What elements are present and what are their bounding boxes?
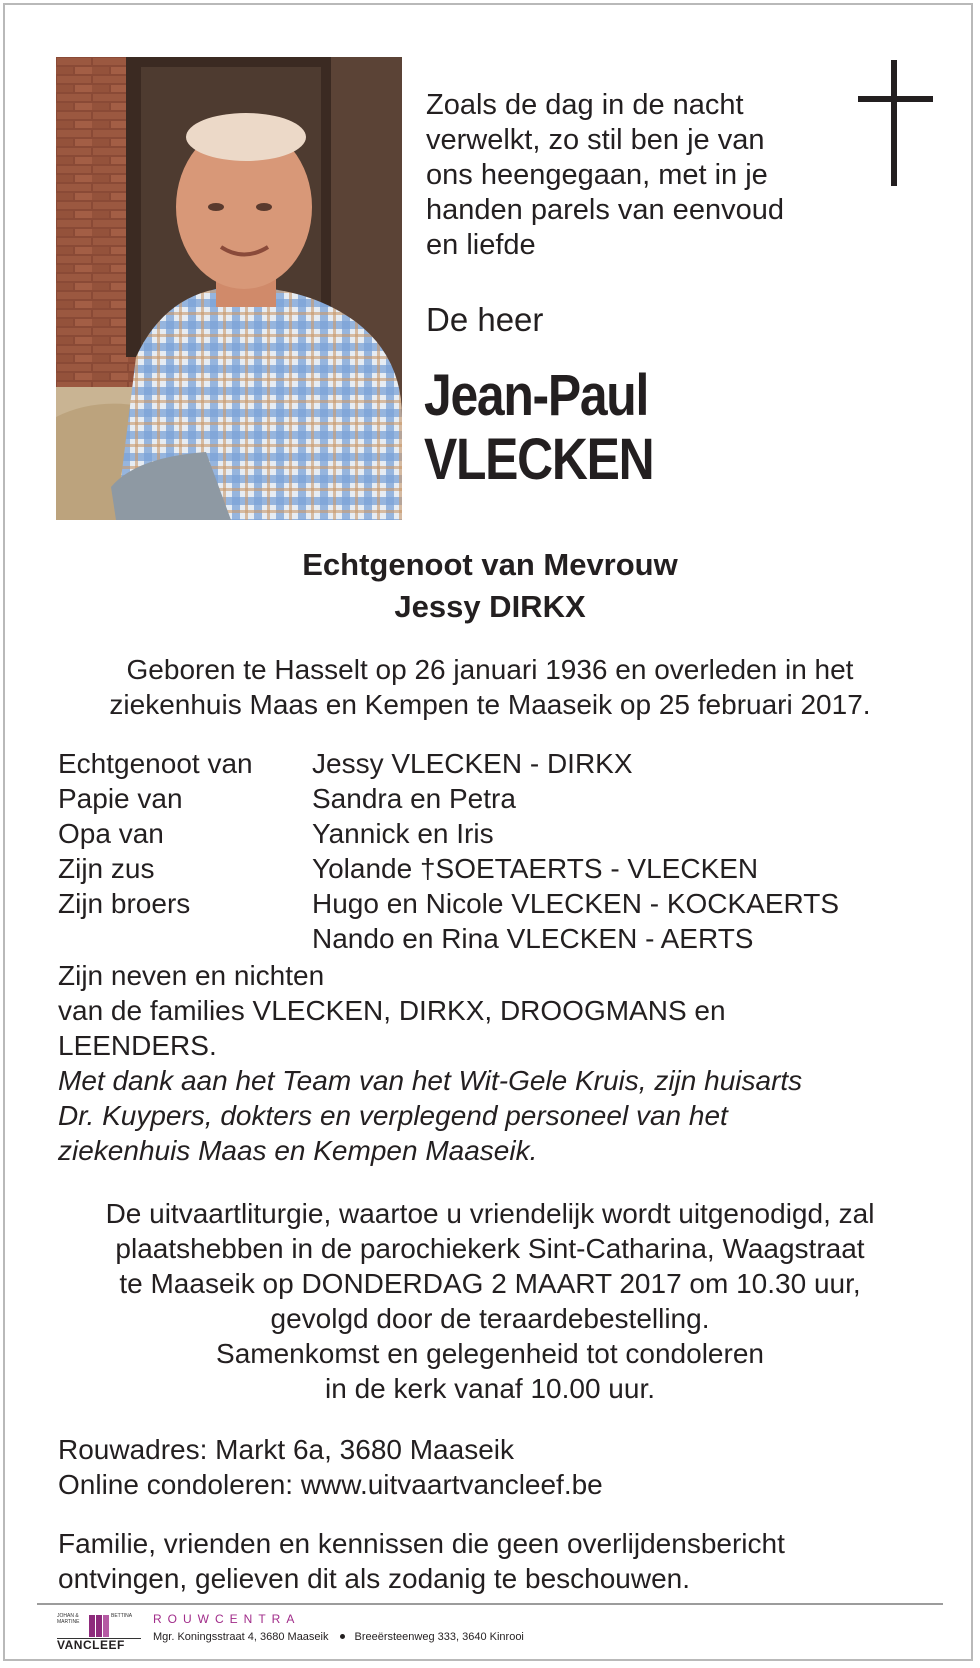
cousins-line: van de families VLECKEN, DIRKX, DROOGMANS en xyxy=(58,995,726,1026)
thanks-paragraph xyxy=(58,1063,958,1168)
relation-row xyxy=(58,816,839,851)
vancleef-logo xyxy=(57,1611,141,1652)
liturgy-line: in de kerk vanaf 10.00 uur. xyxy=(325,1373,655,1404)
relation-row xyxy=(58,851,839,886)
thanks-line: Met dank aan het Team van het Wit-Gele Kruis, zijn huisarts xyxy=(58,1065,803,1096)
family-notice xyxy=(58,1526,785,1596)
liturgy-line: Samenkomst en gelegenheid tot condoleren xyxy=(216,1338,764,1369)
online-condolence: Online condoleren: www.uitvaartvancleef.be xyxy=(58,1469,603,1500)
liturgy-line: te Maaseik op DONDERDAG 2 MAART 2017 om 10.30 uur, xyxy=(119,1268,861,1299)
footer-divider xyxy=(37,1603,943,1605)
spouse-heading xyxy=(0,544,980,628)
relation-row xyxy=(58,921,839,956)
spouse-line: Echtgenoot van Mevrouw xyxy=(302,547,678,582)
logo-bar xyxy=(96,1615,102,1637)
death-line: ziekenhuis Maas en Kempen te Maaseik op 25 februari 2017. xyxy=(109,689,871,720)
poem-line: verwelkt, zo stil ben je van xyxy=(426,124,765,156)
thanks-line: ziekenhuis Maas en Kempen Maaseik. xyxy=(58,1135,538,1166)
relation-label: Papie van xyxy=(58,783,183,814)
thanks-line: Dr. Kuypers, dokters en verplegend personeel van het xyxy=(58,1100,728,1131)
liturgy-line: De uitvaartliturgie, waartoe u vriendelijk wordt uitgenodigd, zal xyxy=(105,1198,875,1229)
logo-names-right: BETTINA xyxy=(111,1613,133,1619)
last-name: VLECKEN xyxy=(424,427,654,492)
liturgy-line: plaatshebben in de parochiekerk Sint-Catharina, Waagstraat xyxy=(115,1233,865,1264)
poem-line: Zoals de dag in de nacht xyxy=(426,89,744,121)
relation-row xyxy=(58,746,839,781)
relation-row xyxy=(58,886,839,921)
salutation: De heer xyxy=(426,301,544,338)
logo-bar xyxy=(89,1615,95,1637)
logo-names-left: JOHAN & MARTINE xyxy=(57,1613,80,1625)
cousins-line: Zijn neven en nichten xyxy=(58,960,325,991)
cross-icon xyxy=(858,60,933,186)
relation-value: Sandra en Petra xyxy=(312,783,516,814)
spouse-name: Jessy DIRKX xyxy=(394,589,586,624)
relation-label: Zijn broers xyxy=(58,888,191,919)
relation-value: Yolande †SOETAERTS - VLECKEN xyxy=(312,853,759,884)
brand-rouwcentra: ROUWCENTRA xyxy=(153,1612,301,1626)
relations-list xyxy=(58,746,839,956)
relation-value: Jessy VLECKEN - DIRKX xyxy=(312,748,633,779)
relation-value: Yannick en Iris xyxy=(312,818,494,849)
family-notice-line: Familie, vrienden en kennissen die geen overlijdensbericht xyxy=(58,1528,785,1559)
bullet-icon xyxy=(340,1634,345,1639)
poem-line: ons heengegaan, met in je xyxy=(426,159,768,191)
footer-locations xyxy=(153,1631,524,1643)
birth-death-info xyxy=(0,652,980,722)
logo-wordmark: VANCLEEF xyxy=(57,1638,141,1652)
poem-line: handen parels van eenvoud xyxy=(426,194,784,226)
location-maaseik: Mgr. Koningsstraat 4, 3680 Maaseik xyxy=(153,1631,329,1643)
cousins-line: LEENDERS. xyxy=(58,1030,217,1061)
poem-line: en liefde xyxy=(426,229,536,261)
first-name: Jean-Paul xyxy=(424,363,649,428)
relation-label xyxy=(58,921,312,956)
relation-label: Opa van xyxy=(58,818,164,849)
funeral-liturgy-info xyxy=(0,1196,980,1406)
cousins-paragraph xyxy=(58,958,938,1063)
birth-line: Geboren te Hasselt op 26 januari 1936 en overleden in het xyxy=(126,654,854,685)
relation-value: Nando en Rina VLECKEN - AERTS xyxy=(312,923,754,954)
memorial-poem xyxy=(426,88,826,263)
relation-label: Echtgenoot van xyxy=(58,748,253,779)
logo-bar xyxy=(103,1615,109,1637)
family-notice-line: ontvingen, gelieven dit als zodanig te beschouwen. xyxy=(58,1563,690,1594)
mourning-address: Rouwadres: Markt 6a, 3680 Maaseik xyxy=(58,1434,514,1465)
deceased-name xyxy=(424,364,653,492)
relation-label: Zijn zus xyxy=(58,853,155,884)
liturgy-line: gevolgd door de teraardebestelling. xyxy=(270,1303,710,1334)
location-kinrooi: Breeërsteenweg 333, 3640 Kinrooi xyxy=(354,1631,524,1643)
relation-value: Hugo en Nicole VLECKEN - KOCKAERTS xyxy=(312,888,840,919)
deceased-photo xyxy=(56,57,402,520)
relation-row xyxy=(58,781,839,816)
address-block xyxy=(58,1432,603,1502)
